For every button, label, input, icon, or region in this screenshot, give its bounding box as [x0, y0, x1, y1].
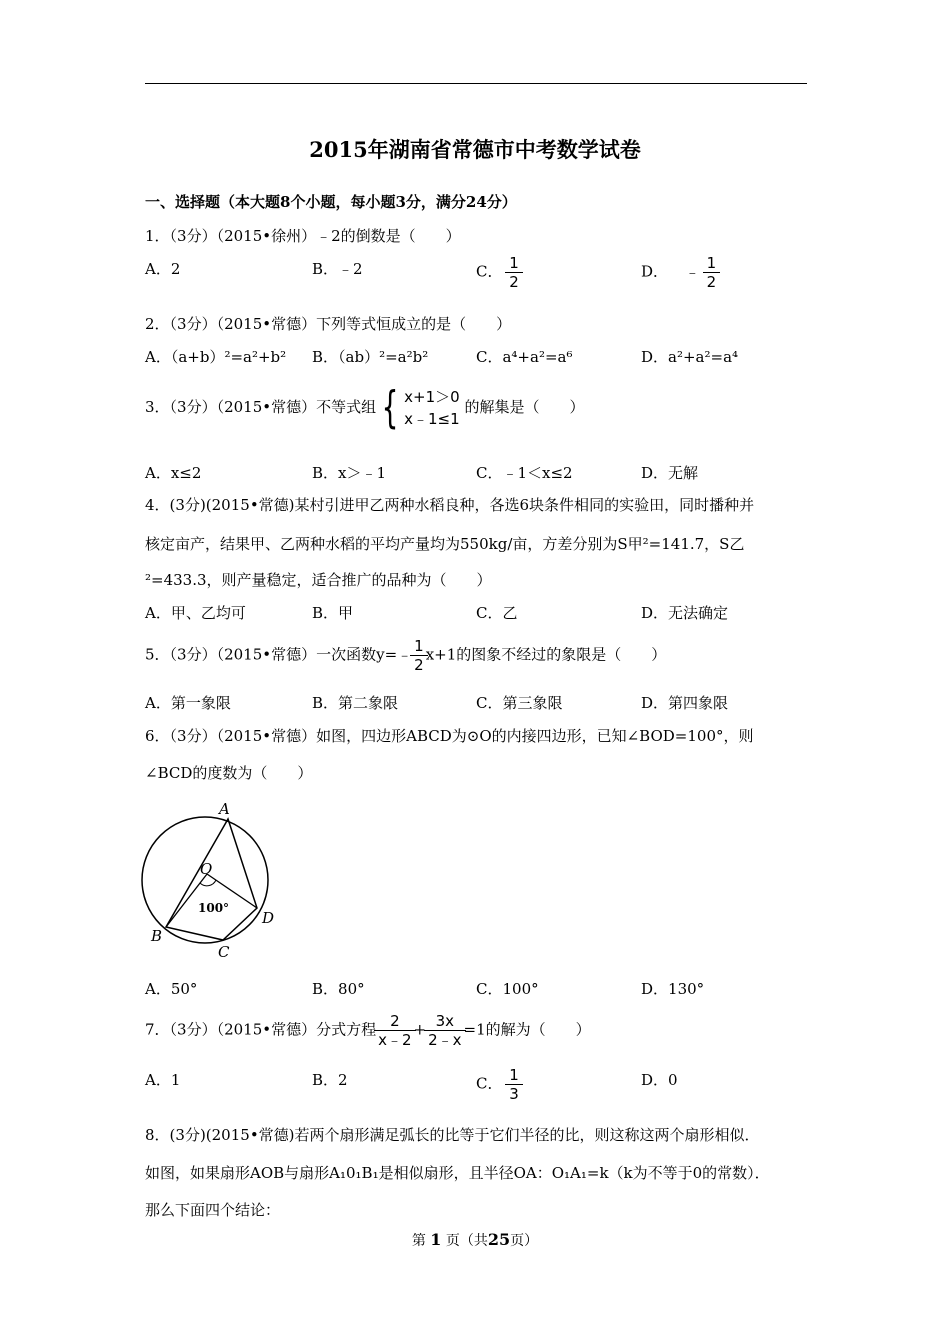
- q1-d-fraction: $\frac{1}{2}$: [705, 254, 719, 291]
- q1-option-c: C． $\frac{1}{2}$: [476, 254, 521, 291]
- q3-option-a: A．x≤2: [145, 464, 202, 482]
- q1-option-b: B．﹣2: [312, 260, 363, 278]
- page-title: 2015年湖南省常德市中考数学试卷: [309, 137, 641, 162]
- q4-option-c: C．乙: [476, 604, 518, 622]
- quadrilateral-abcd: [166, 819, 257, 940]
- q6-line-1: 6．（3分）（2015•常德）如图，四边形ABCD为⊙O的内接四边形，已知∠BOD=100°，则: [145, 727, 754, 745]
- q7-option-a: A．1: [145, 1071, 181, 1089]
- q7-c-fraction: $\frac{1}{3}$: [507, 1066, 521, 1103]
- q5-option-b: B．第二象限: [312, 694, 399, 712]
- q6-option-b: B．80°: [312, 980, 365, 998]
- q5-option-d: D．第四象限: [641, 694, 729, 712]
- q6-line-2: ∠BCD的度数为（ ）: [145, 764, 313, 782]
- q3-option-d: D．无解: [641, 464, 699, 482]
- q6-option-d: D．130°: [641, 980, 705, 998]
- q3-option-b: B．x＞﹣1: [312, 464, 387, 482]
- q8-line-3: 那么下面四个结论：: [145, 1201, 281, 1219]
- q3-option-c: C．﹣1＜x≤2: [476, 464, 573, 482]
- q4-option-a: A．甲、乙均可: [145, 604, 246, 622]
- q1-c-fraction: $\frac{1}{2}$: [507, 254, 521, 291]
- q6-option-c: C．100°: [476, 980, 539, 998]
- q4-line-1: 4．(3分)(2015•常德)某村引进甲乙两种水稻良种，各选6块条件相同的实验田，同时播种并: [145, 496, 755, 514]
- q2-option-b: B．（ab）²=a²b²: [312, 348, 429, 366]
- q7-fraction-2: $\frac{3x}{2﹣x}$: [426, 1012, 463, 1049]
- label-c: C: [218, 943, 230, 961]
- q7-option-b: B．2: [312, 1071, 348, 1089]
- label-a: A: [219, 800, 230, 818]
- q7-stem: 7．（3分）（2015•常德）分式方程 $\frac{2}{x﹣2}$ + $\frac{3x}{2﹣x}$ =1的解为（ ）: [145, 1012, 591, 1049]
- q5-stem: 5．（3分）（2015•常德）一次函数y=﹣ $\frac{1}{2}$ x+1的图象不经过的象限是（ ）: [145, 637, 667, 674]
- page-footer: 第 1 页（共25页）: [411, 1230, 539, 1249]
- q7-option-c: C． $\frac{1}{3}$: [476, 1066, 521, 1103]
- q2-option-a: A．（a+b）²=a²+b²: [145, 348, 287, 366]
- inequality-system: x+1＞0 x﹣1≤1: [404, 388, 460, 428]
- q2-stem: 2．（3分）（2015•常德）下列等式恒成立的是（ ）: [145, 315, 512, 333]
- q7-fraction-1: $\frac{2}{x﹣2}$: [376, 1012, 413, 1049]
- q8-line-2: 如图，如果扇形AOB与扇形A₁0₁B₁是相似扇形，且半径OA：O₁A₁=k（k为不等于0的常数）．: [145, 1164, 770, 1182]
- q4-option-d: D．无法确定: [641, 604, 729, 622]
- circle-o: [142, 817, 268, 943]
- brace-icon: {: [381, 382, 399, 433]
- q1-stem: 1．（3分）（2015•徐州）﹣2的倒数是（ ）: [145, 227, 461, 245]
- q4-option-b: B．甲: [312, 604, 354, 622]
- circle-figure: [140, 800, 290, 965]
- q5-fraction: $\frac{1}{2}$: [412, 637, 426, 674]
- label-b: B: [151, 927, 163, 945]
- q1-option-d: D． ﹣ $\frac{1}{2}$: [641, 254, 718, 291]
- section-heading: 一、选择题（本大题8个小题，每小题3分，满分24分）: [145, 193, 517, 211]
- q6-option-a: A．50°: [145, 980, 198, 998]
- q5-option-a: A．第一象限: [145, 694, 231, 712]
- q8-line-1: 8．(3分)(2015•常德)若两个扇形满足弧长的比等于它们半径的比，则这称这两个扇形相似．: [145, 1126, 760, 1144]
- q4-line-2: 核定亩产，结果甲、乙两种水稻的平均产量均为550kg/亩，方差分别为S甲²=141.7，S乙: [145, 535, 745, 553]
- q2-option-c: C．a⁴+a²=a⁶: [476, 348, 573, 366]
- q3-stem: 3．（3分）（2015•常德）不等式组 { x+1＞0 x﹣1≤1 的解集是（ ）: [145, 382, 585, 433]
- q5-option-c: C．第三象限: [476, 694, 563, 712]
- label-d: D: [262, 909, 275, 927]
- label-angle: 100°: [198, 901, 230, 915]
- q2-option-d: D．a²+a²=a⁴: [641, 348, 739, 366]
- q7-option-d: D．0: [641, 1071, 678, 1089]
- label-o: O: [200, 860, 213, 878]
- q4-line-3: ²=433.3，则产量稳定，适合推广的品种为（ ）: [145, 571, 492, 589]
- header-rule: [145, 83, 807, 84]
- q1-option-a: A．2: [145, 260, 181, 278]
